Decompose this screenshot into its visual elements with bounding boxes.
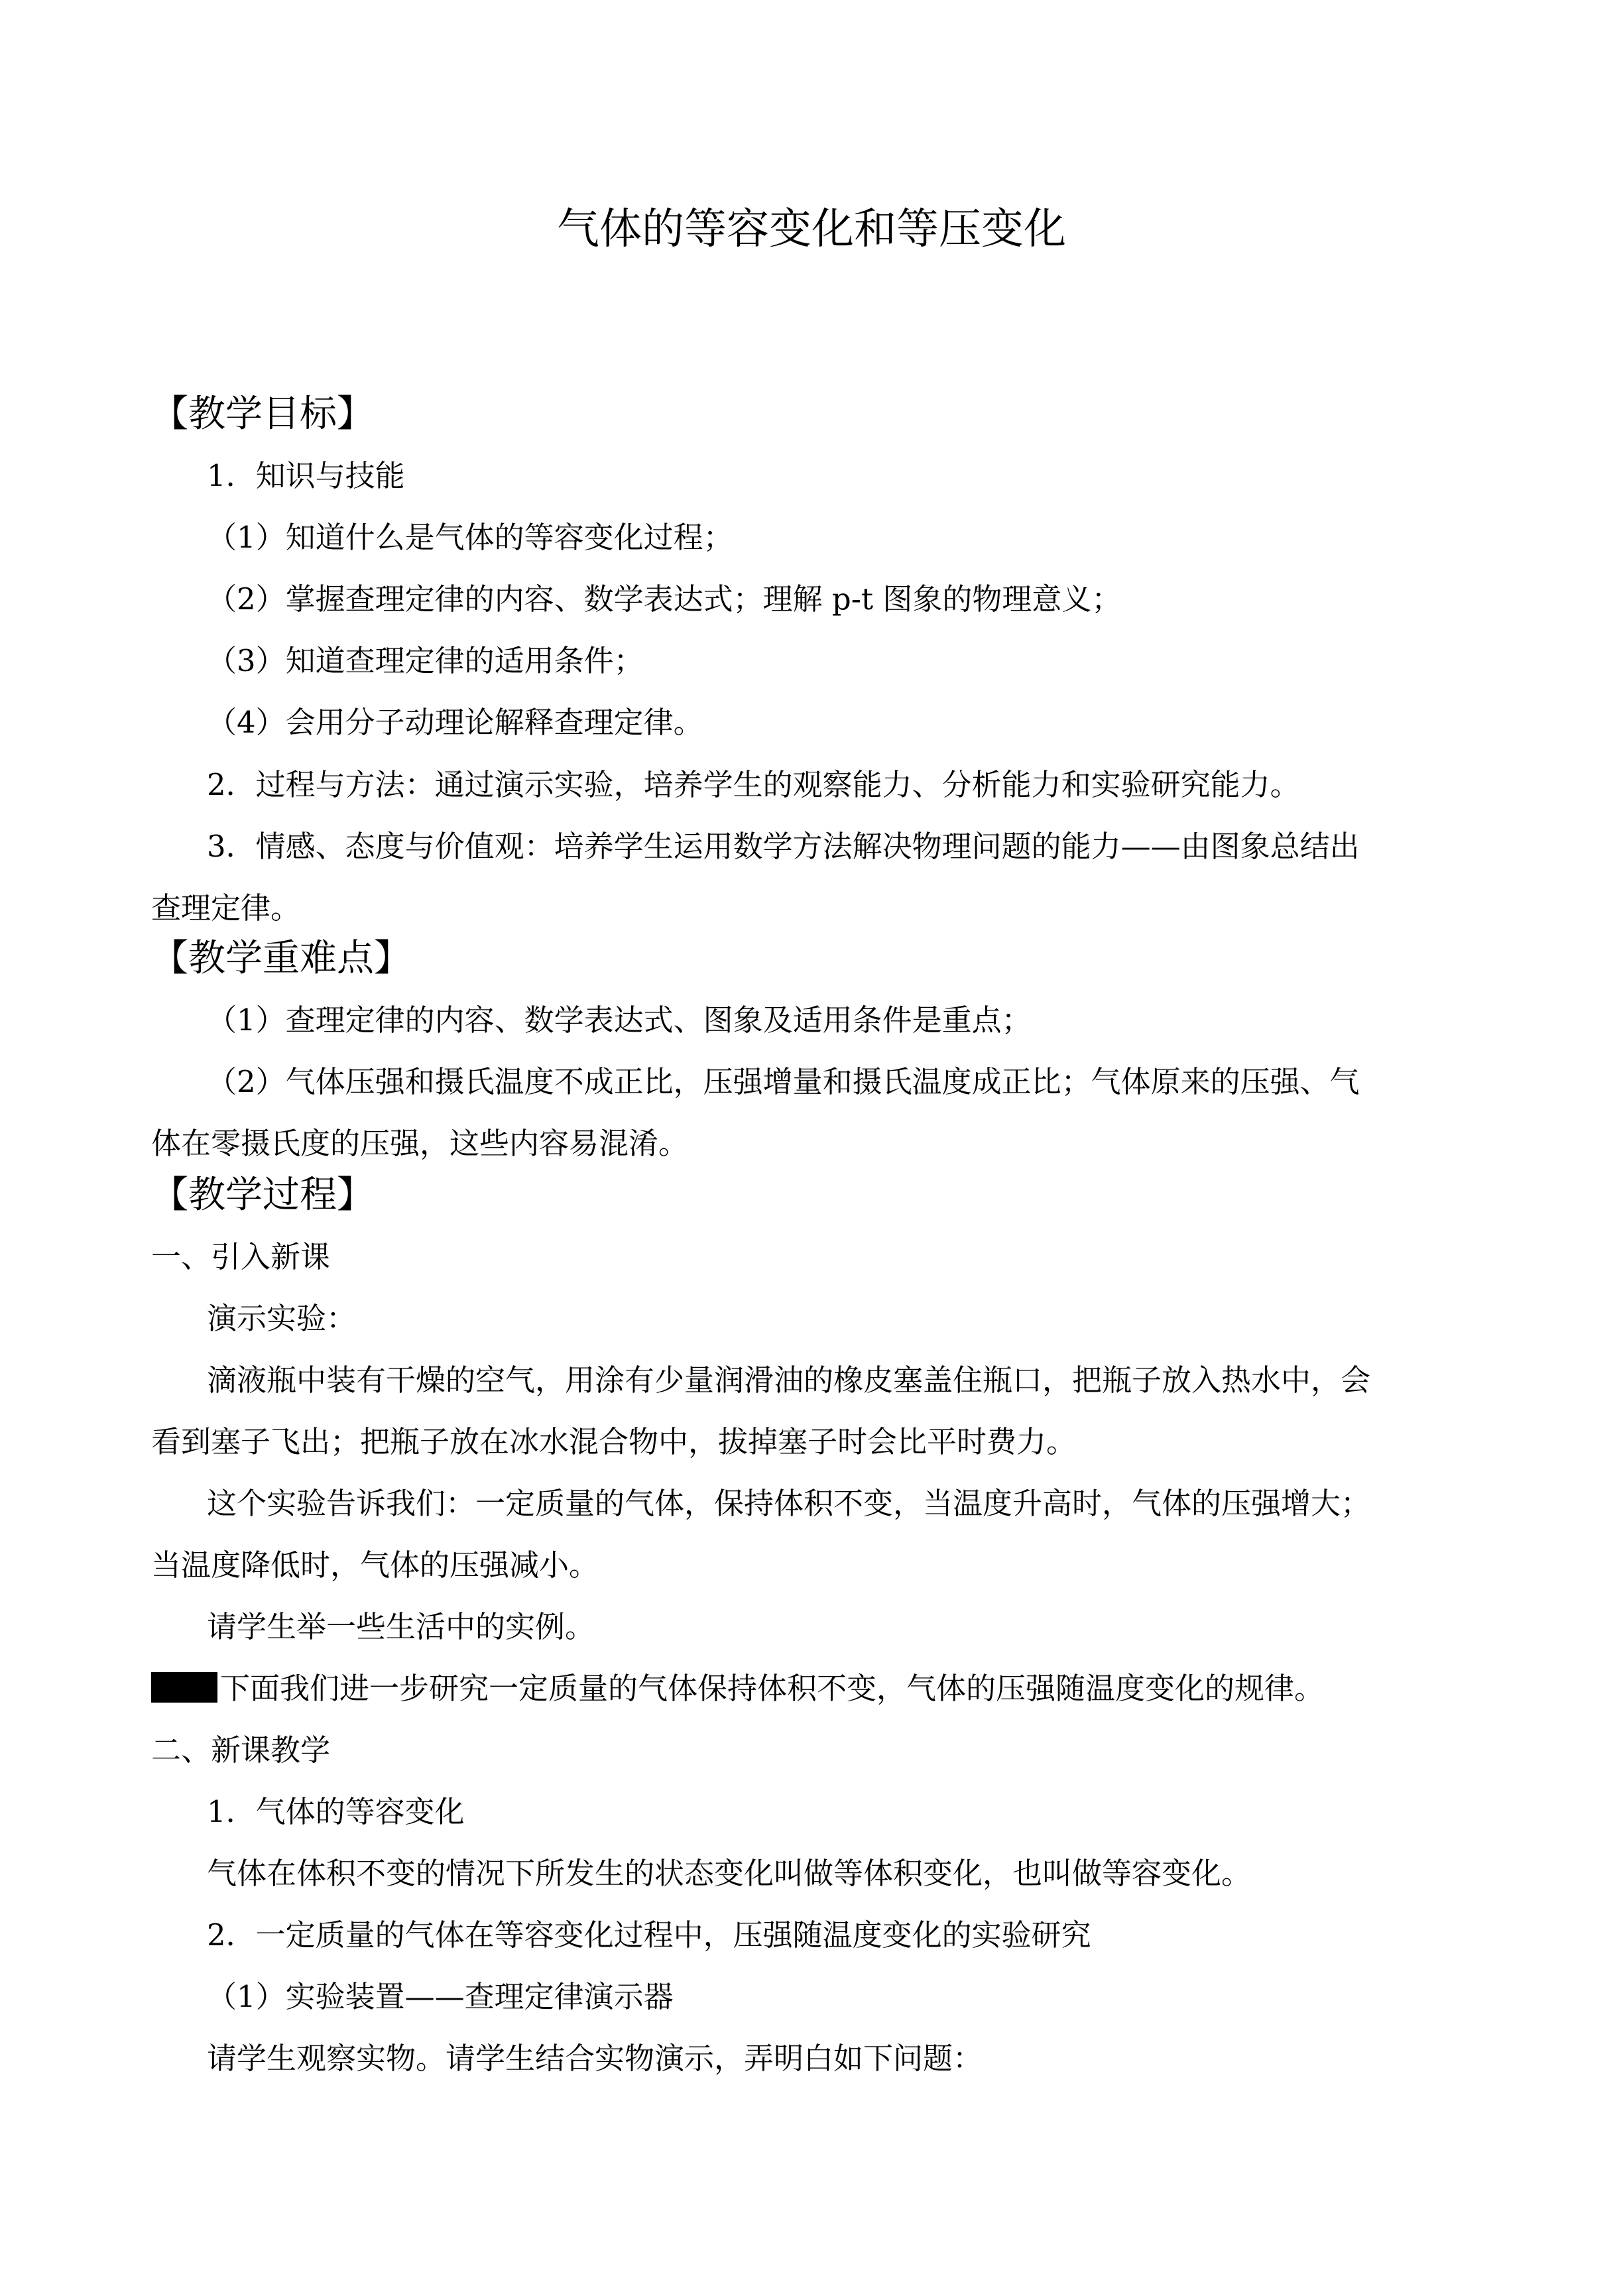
- page-title: 气体的等容变化和等压变化: [557, 205, 1066, 254]
- next-step-text: 下面我们进一步研究一定质量的气体保持体积不变，气体的压强随温度变化的规律。: [220, 1671, 1325, 1706]
- conclusion-line-2: 当温度降低时，气体的压强减小。: [151, 1547, 599, 1583]
- objective-item-2: 2．过程与方法：通过演示实验，培养学生的观察能力、分析能力和实验研究能力。: [207, 767, 1300, 802]
- next-step-paragraph: [151, 1666, 1324, 1711]
- objective-item-3-line-2: 查理定律。: [151, 890, 301, 926]
- keypoint-2-line-2: 体在零摄氏度的压强，这些内容易混淆。: [151, 1126, 689, 1161]
- objective-sub-3: （3）知道查理定律的适用条件；: [207, 643, 644, 678]
- conclusion-line-1: 这个实验告诉我们：一定质量的气体，保持体积不变，当温度升高时，气体的压强增大；: [207, 1486, 1371, 1521]
- new-item-2-sub-1: （1）实验装置——查理定律演示器: [207, 1979, 674, 2014]
- keypoints-heading: 【教学重难点】: [151, 937, 411, 980]
- student-examples-prompt: 请学生举一些生活中的实例。: [207, 1609, 595, 1644]
- keypoint-2-line-1: （2）气体压强和摄氏温度不成正比，压强增量和摄氏温度成正比；气体原来的压强、气: [207, 1064, 1360, 1099]
- objective-item-3-line-1: 3．情感、态度与价值观：培养学生运用数学方法解决物理问题的能力——由图象总结出: [207, 829, 1360, 864]
- section-1-title: 一、引入新课: [151, 1239, 331, 1274]
- objective-sub-4: （4）会用分子动理论解释查理定律。: [207, 705, 703, 740]
- new-item-1: 1．气体的等容变化: [207, 1794, 465, 1829]
- objective-sub-1: （1）知道什么是气体的等容变化过程；: [207, 520, 733, 555]
- experiment-line-1: 滴液瓶中装有干燥的空气，用涂有少量润滑油的橡皮塞盖住瓶口，把瓶子放入热水中，会: [207, 1362, 1371, 1398]
- observation-prompt: 请学生观察实物。请学生结合实物演示，弄明白如下问题：: [207, 2041, 983, 2076]
- objective-item-1: 1．知识与技能: [207, 458, 405, 493]
- process-heading: 【教学过程】: [151, 1174, 374, 1217]
- objective-sub-2: （2）掌握查理定律的内容、数学表达式；理解 p-t 图象的物理意义；: [207, 581, 1122, 617]
- new-item-1-description: 气体在体积不变的情况下所发生的状态变化叫做等体积变化，也叫做等容变化。: [207, 1856, 1252, 1891]
- new-item-2: 2．一定质量的气体在等容变化过程中，压强随温度变化的实验研究: [207, 1917, 1091, 1953]
- keypoint-1: （1）查理定律的内容、数学表达式、图象及适用条件是重点；: [207, 1002, 1032, 1038]
- objectives-heading: 【教学目标】: [151, 393, 374, 436]
- redaction-bar: [151, 1672, 217, 1703]
- demo-label: 演示实验：: [207, 1301, 357, 1336]
- experiment-line-2: 看到塞子飞出；把瓶子放在冰水混合物中，拔掉塞子时会比平时费力。: [151, 1424, 1077, 1459]
- section-2-title: 二、新课教学: [151, 1732, 331, 1768]
